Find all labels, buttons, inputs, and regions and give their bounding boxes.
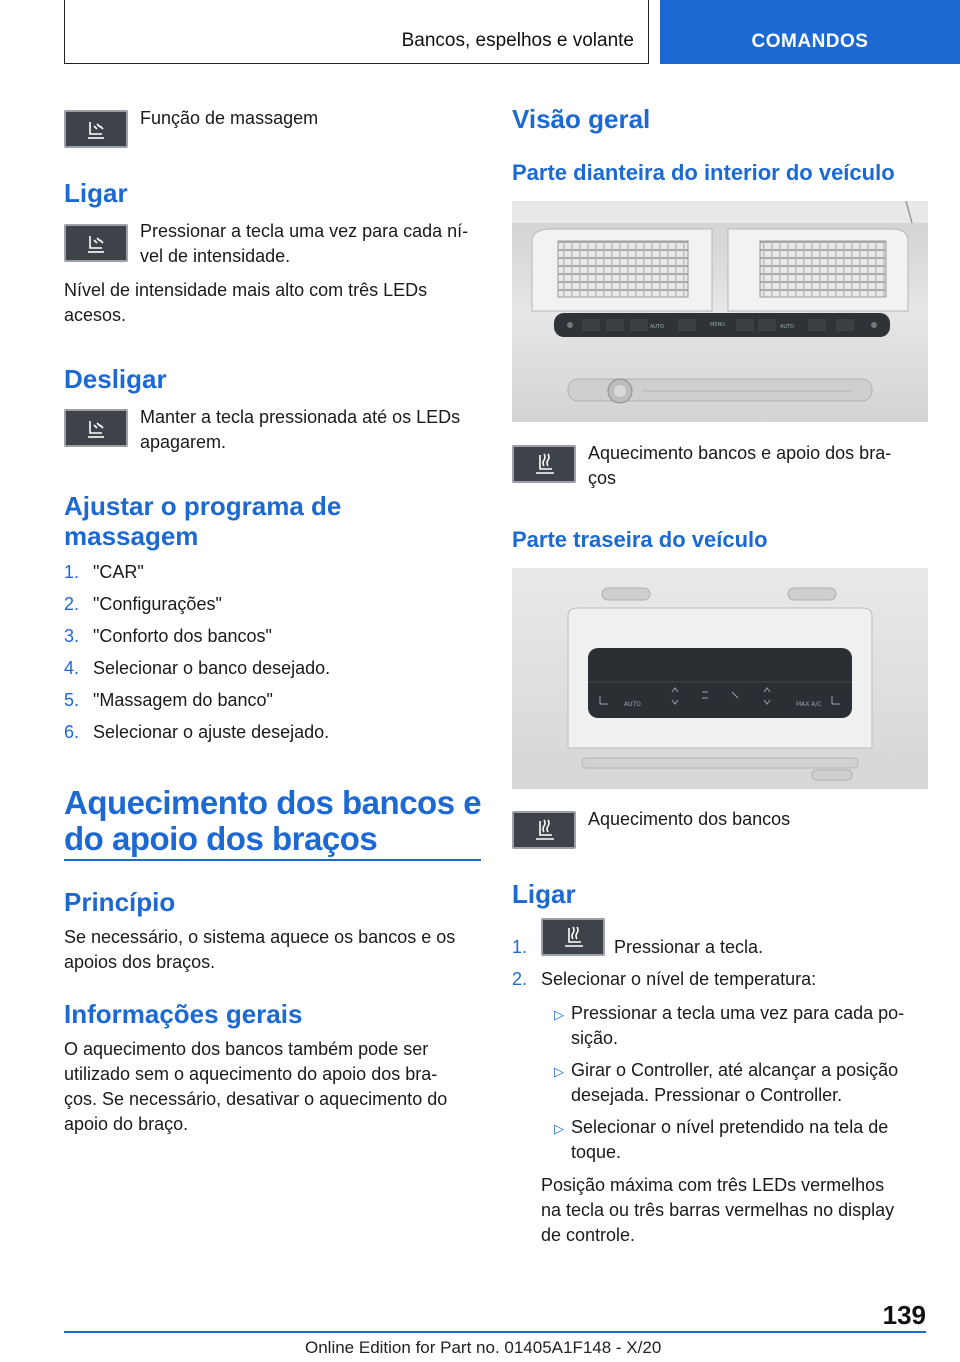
front-key-label-1: Aquecimento bancos e apoio dos bra- xyxy=(588,443,892,463)
step2-text: Selecionar o nível de temperatura: xyxy=(541,969,817,989)
header-frame xyxy=(64,0,649,64)
section-title: Bancos, espelhos e volante xyxy=(401,30,634,51)
bullet-1-line-1: Pressionar a tecla uma vez para cada po- xyxy=(571,1003,905,1023)
massage-key-icon xyxy=(64,224,128,262)
rear-panel-max-ac: MAX A/C xyxy=(796,701,822,708)
ajustar-heading-2: massagem xyxy=(64,521,199,551)
bullet-1-line-2: sição. xyxy=(571,1028,619,1048)
front-console-photo xyxy=(512,201,928,422)
info-text-4: apoio do braço. xyxy=(64,1114,189,1134)
principio-text-2: apoios dos braços. xyxy=(64,952,216,972)
chapter-tab-label: COMANDOS xyxy=(751,31,869,52)
page-number: 139 xyxy=(882,1300,926,1330)
max-text-2: na tecla ou três barras vermelhas no display xyxy=(541,1200,895,1220)
list-item: 4. Selecionar o banco desejado. xyxy=(64,658,331,678)
ligar-heading: Ligar xyxy=(64,178,128,208)
rear-panel-auto: AUTO xyxy=(624,701,641,708)
list-item: 3. "Conforto dos bancos" xyxy=(64,626,272,646)
step1-text: Pressionar a tecla. xyxy=(614,937,764,957)
chapter-tab[interactable] xyxy=(660,0,960,64)
seat-armrest-heating-key-icon xyxy=(512,445,576,483)
edition-footer: Online Edition for Part no. 01405A1F148 - X/20 xyxy=(305,1338,662,1357)
list-item: 5. "Massagem do banco" xyxy=(64,690,273,710)
ligar-text-4: acesos. xyxy=(64,305,127,325)
step2-number: 2. xyxy=(512,969,528,989)
massage-steps-list xyxy=(64,556,330,748)
rear-heading: Parte traseira do veículo xyxy=(512,527,768,552)
front-panel-auto-right: AUTO xyxy=(780,324,795,330)
bullet-triangle-icon: ▷ xyxy=(554,1064,564,1079)
bullet-2-line-1: Girar o Controller, até alcançar a posição xyxy=(571,1060,899,1080)
step1-number: 1. xyxy=(512,937,528,957)
list-item: 1. "CAR" xyxy=(64,562,144,582)
ligar-heading-right: Ligar xyxy=(512,879,576,909)
chapter-heading-1: Aquecimento dos bancos e xyxy=(64,784,482,821)
footer-divider xyxy=(64,1331,926,1333)
desligar-text-1: Manter a tecla pressionada até os LEDs xyxy=(140,407,461,427)
max-text-3: de controle. xyxy=(541,1225,636,1245)
massage-key-icon xyxy=(64,409,128,447)
ajustar-heading-1: Ajustar o programa de xyxy=(64,491,342,521)
front-heading: Parte dianteira do interior do veículo xyxy=(512,160,895,185)
desligar-text-2: apagarem. xyxy=(140,432,227,452)
info-text-1: O aquecimento dos bancos também pode ser xyxy=(64,1039,429,1059)
ligar-text-2: vel de intensidade. xyxy=(140,246,291,266)
bullet-3-line-2: toque. xyxy=(571,1142,622,1162)
info-text-3: ços. Se necessário, desativar o aquecimento do xyxy=(64,1089,448,1109)
bullet-3-line-1: Selecionar o nível pretendido na tela de xyxy=(571,1117,889,1137)
ligar-text-3: Nível de intensidade mais alto com três LEDs xyxy=(64,280,428,300)
rear-key-label: Aquecimento dos bancos xyxy=(588,809,791,829)
overview-heading: Visão geral xyxy=(512,104,651,134)
list-item: 2. "Configurações" xyxy=(64,594,222,614)
front-panel-menu: MENU xyxy=(710,322,725,328)
principio-text-1: Se necessário, o sistema aquece os bancos e os xyxy=(64,927,456,947)
ligar-text-1: Pressionar a tecla uma vez para cada ní- xyxy=(140,221,469,241)
chapter-divider xyxy=(64,859,481,861)
front-panel-auto-left: AUTO xyxy=(650,324,665,330)
massage-key-icon xyxy=(64,110,128,148)
massage-label: Função de massagem xyxy=(140,108,319,128)
seat-heating-key-icon xyxy=(541,918,605,956)
desligar-heading: Desligar xyxy=(64,364,167,394)
info-text-2: utilizado sem o aquecimento do apoio dos bra- xyxy=(64,1064,438,1084)
max-text-1: Posição máxima com três LEDs vermelhos xyxy=(541,1175,885,1195)
chapter-heading-2: do apoio dos braços xyxy=(64,820,378,857)
bullet-triangle-icon: ▷ xyxy=(554,1007,564,1022)
principio-heading: Princípio xyxy=(64,887,176,917)
list-item: 6. Selecionar o ajuste desejado. xyxy=(64,722,330,742)
seat-heating-key-icon xyxy=(512,811,576,849)
bullet-triangle-icon: ▷ xyxy=(554,1121,564,1136)
bullet-2-line-2: desejada. Pressionar o Controller. xyxy=(571,1085,843,1105)
rear-console-photo xyxy=(512,568,928,789)
front-key-label-2: ços xyxy=(588,468,617,488)
info-heading: Informações gerais xyxy=(64,999,303,1029)
